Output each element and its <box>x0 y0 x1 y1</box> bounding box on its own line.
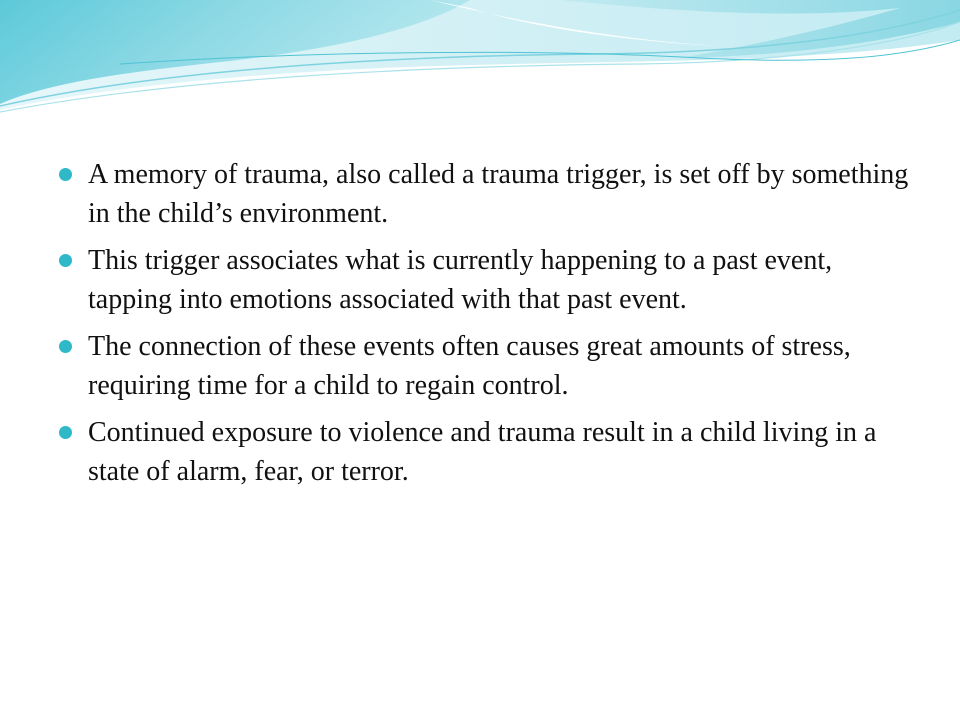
bullet-item <box>58 414 918 491</box>
bullet-text: Continued exposure to violence and trauma result in a child living in a state of alarm, fear, or terror. <box>88 417 877 487</box>
bullet-item <box>58 328 918 405</box>
bullet-item <box>58 156 918 233</box>
bullet-item <box>58 242 918 319</box>
bullet-dot-icon <box>59 254 72 267</box>
bullet-text: The connection of these events often causes great amounts of stress, requiring time for a child to regain control. <box>88 331 851 401</box>
bullet-text: This trigger associates what is currently happening to a past event, tapping into emotions associated with that past event. <box>88 245 833 315</box>
bullet-dot-icon <box>59 168 72 181</box>
bullet-dot-icon <box>59 340 72 353</box>
bullet-text: A memory of trauma, also called a trauma trigger, is set off by something in the child’s environment. <box>88 159 909 229</box>
bullet-list <box>58 156 918 500</box>
bullet-dot-icon <box>59 426 72 439</box>
header-wave-decoration <box>0 0 960 130</box>
